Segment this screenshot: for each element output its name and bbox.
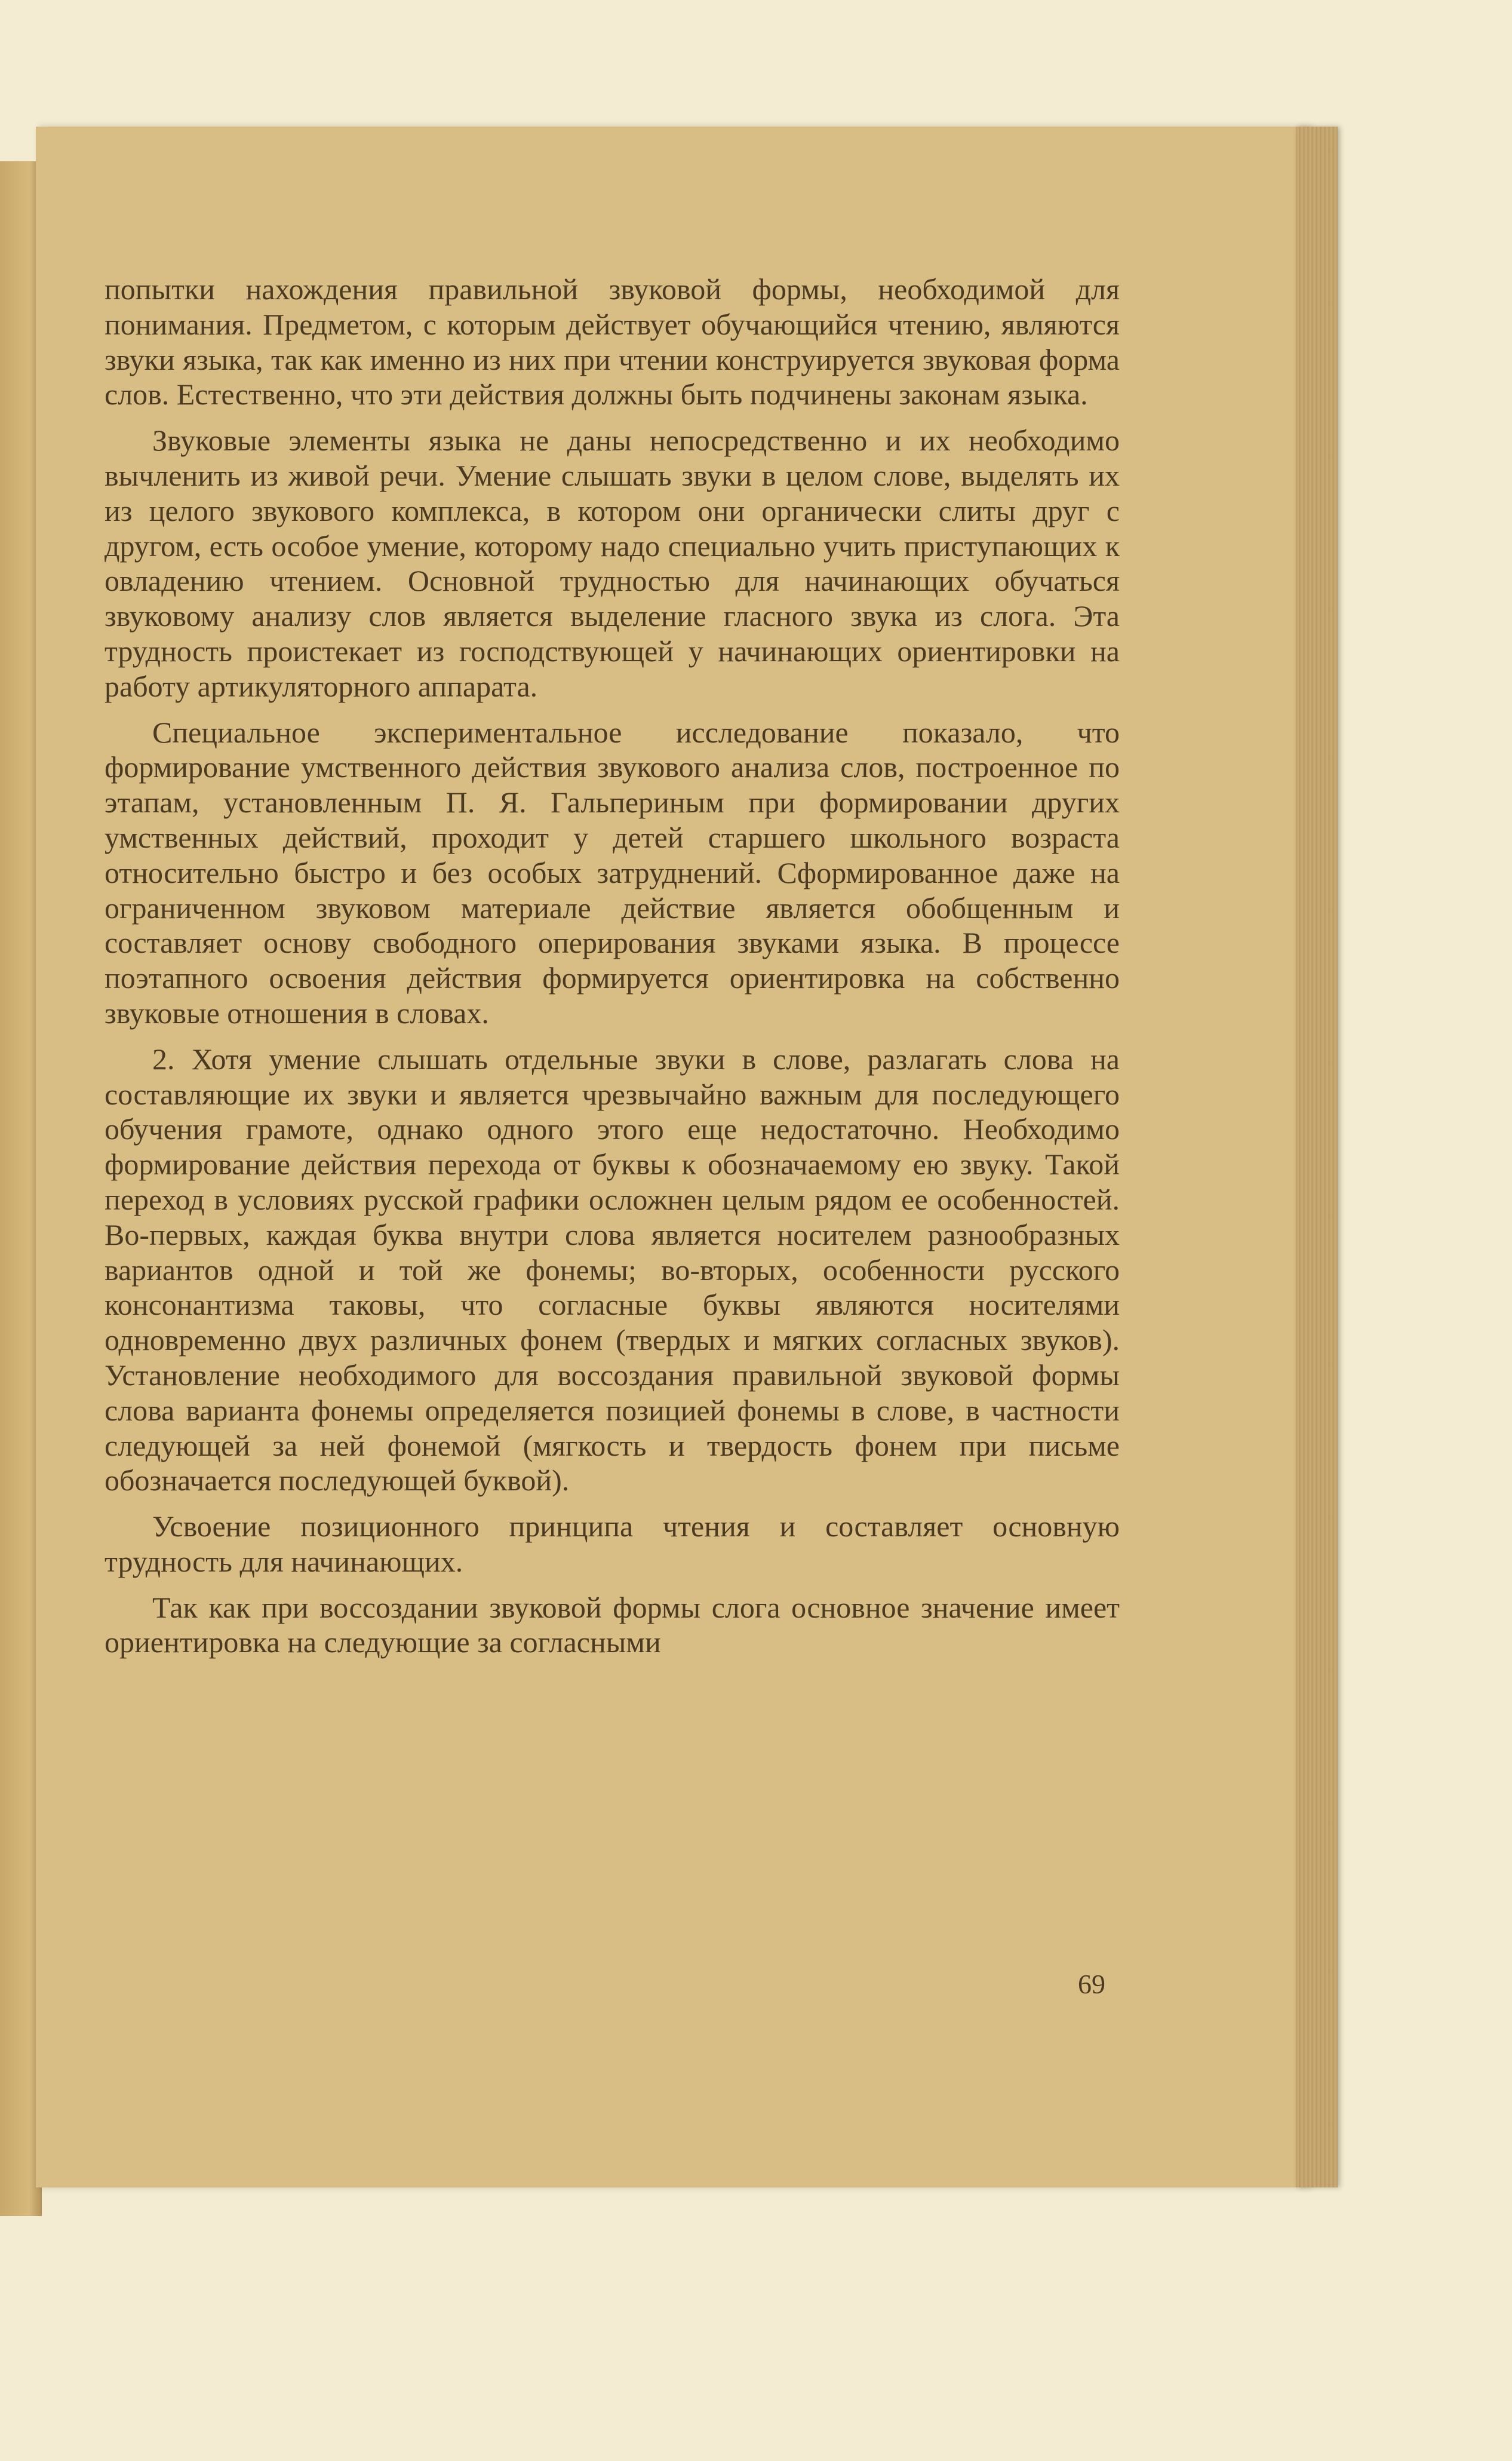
paragraph-2: Звуковые элементы языка не даны непосредственно и их необходимо вычленить из живой речи. Умение слышать звуки в целом слове, выделять их из целого звукового комплекса, в котором они органически слиты друг с другом, есть особое умение, которому надо специально учить приступающих к овладению чтением. Основной трудностью для начинающих обучаться звуковому анализу слов является выделение гласного звука из слога. Эта трудность проистекает из господствующей у начинающих ориентировки на работу артикуляторного аппарата. bbox=[105, 424, 1120, 703]
paragraph-5: Усвоение позиционного принципа чтения и составляет основную трудность для начинающих. bbox=[105, 1509, 1120, 1578]
paragraph-3: Специальное экспериментальное исследование показало, что формирование умственного действия звукового анализа слов, построенное по этапам, установленным П. Я. Гальпериным при формировании других умственных действий, проходит у детей старшего школьного возраста относительно быстро и без особых затруднений. Сформированное даже на ограниченном звуковом материале действие является обобщенным и составляет основу свободного оперирования звуками языка. В процессе поэтапного освоения действия формируется ориентировка на собственно звуковые отношения в словах. bbox=[105, 715, 1120, 1030]
paragraph-4: 2. Хотя умение слышать отдельные звуки в слове, разлагать слова на составляющие их звуки и является чрезвычайно важным для последующего обучения грамоте, однако одного этого еще недостаточно. Необходимо формирование действия перехода от буквы к обозначаемому ею звуку. Такой переход в условиях русской графики осложнен целым рядом ее особенностей. Во-первых, каждая буква внутри слова является носителем разнообразных вариантов одной и той же фонемы; во-вторых, особенности русского консонантизма таковы, что согласные буквы являются носителями одновременно двух различных фонем (твердых и мягких согласных звуков). Установление необходимого для воссоздания правильной звуковой формы слова варианта фонемы определяется позицией фонемы в слове, в частности следующей за ней фонемой (мягкость и твердость фонем при письме обозначается последующей буквой). bbox=[105, 1042, 1120, 1498]
page-text-body bbox=[105, 272, 1120, 1671]
page-stack-edge bbox=[1296, 127, 1338, 2187]
page-number: 69 bbox=[1078, 1969, 1105, 1999]
paragraph-6: Так как при воссоздании звуковой формы слога основное значение имеет ориентировка на следующие за согласными bbox=[105, 1590, 1120, 1659]
paragraph-1: попытки нахождения правильной звуковой формы, необходимой для понимания. Предметом, с которым действует обучающийся чтению, являются звуки языка, так как именно из них при чтении конструируется звуковая форма слов. Естественно, что эти действия должны быть подчинены законам языка. bbox=[105, 272, 1120, 412]
